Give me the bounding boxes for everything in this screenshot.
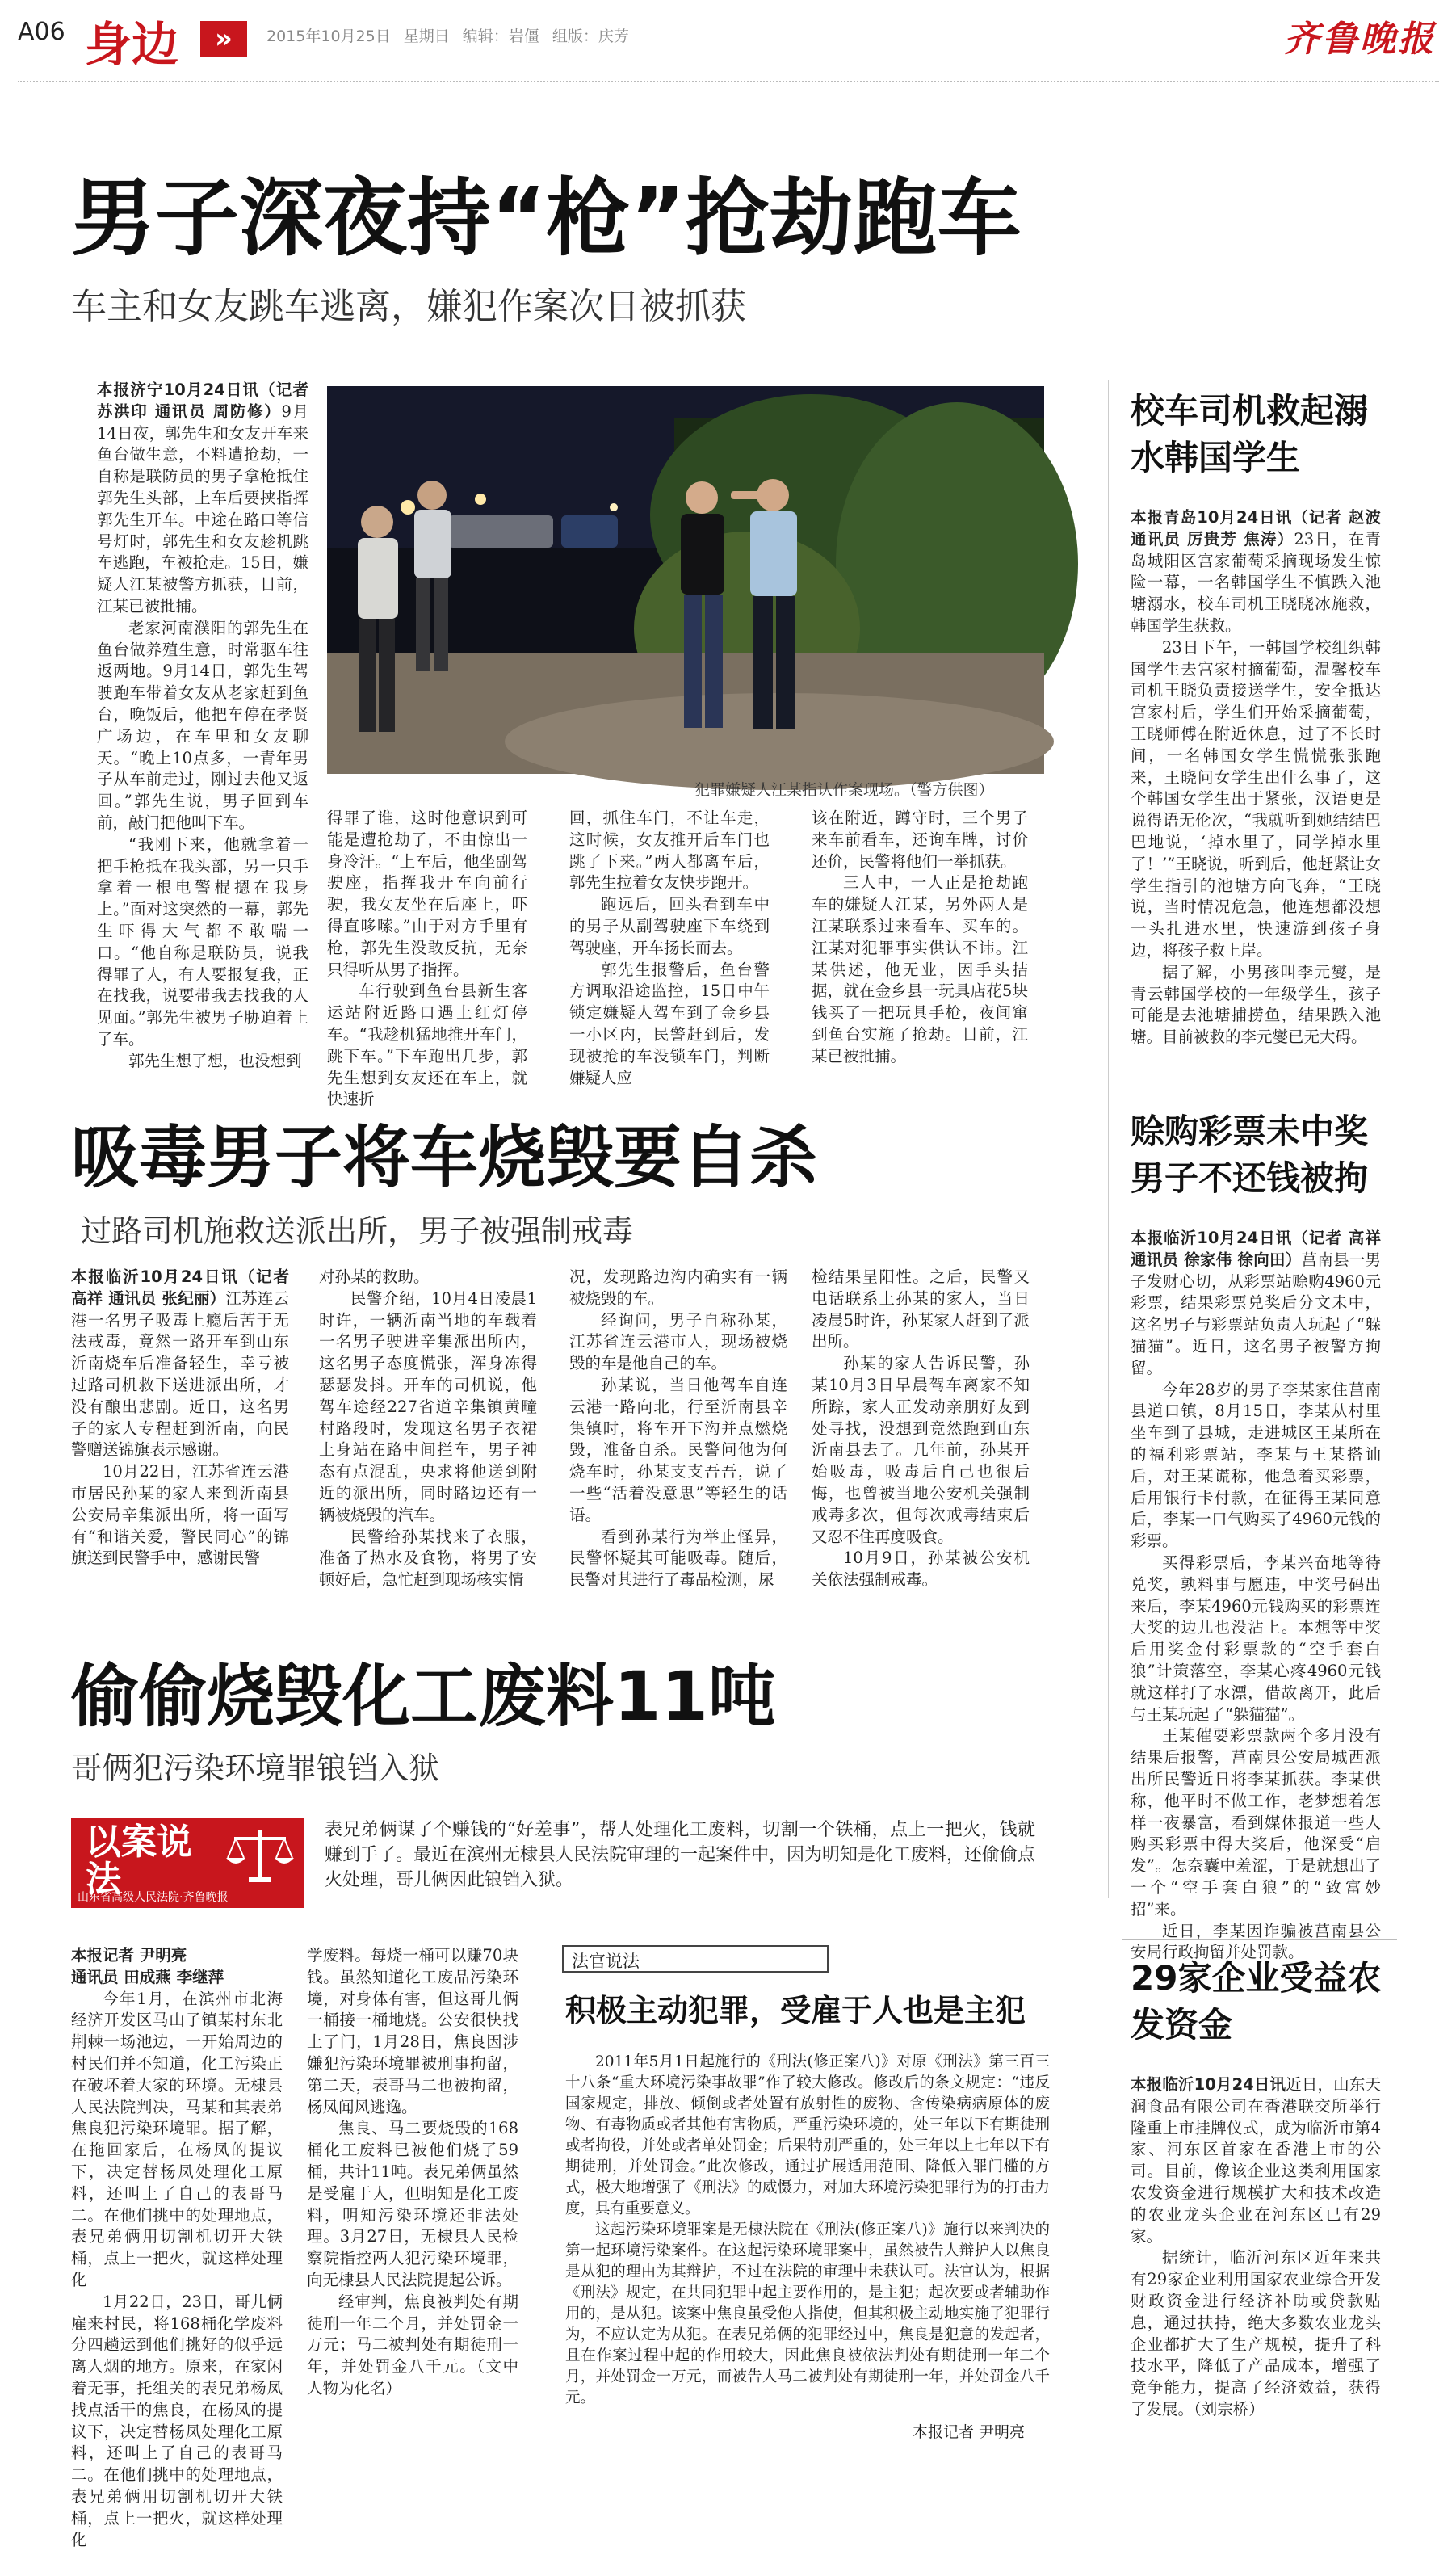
judge-paragraph: 2011年5月1日起施行的《刑法(修正案八)》对原《刑法》第三百三十八条“重大环境污染事故罪”作了较大修改。修改后的条文规定：“违反国家规定，排放、倾倒或者处置有放射性的废物、含传染病病原体的废物、有毒物质或者其他有害物质，严重污染环境的，处三年以下有期徒刑或者拘役，并处或者单处罚金；后果特别严重的，处三年以上七年以下有期徒刑，并处罚金。”此次修改，通过扩展适用范围、降低入罪门槛的方式，极大地增强了《刑法》的威慑力，对加大环境污染犯罪行为的打击力度，具有重要意义。 [565,2053,1050,2217]
judge-byline: 本报记者 尹明亮 [913,2423,1026,2441]
sidebar-divider [1108,380,1109,1898]
header-divider [18,81,1439,82]
article2-paragraph: 10月22日，江苏省连云港市居民孙某的家人来到沂南县公安局辛集派出所，将一面写有“和谐关爱，警民同心”的锦旗送到民警手中，感谢民警 [71,1462,289,1568]
sidebar1-paragraph: 23日，在青岛城阳区宫家葡萄采摘现场发生惊险一幕，一名韩国学生不慎跌入池塘溺水，校车司机王晓晓冰施救，韩国学生获救。 [1131,529,1381,635]
article1-paragraph: “我刚下来，他就拿着一把手枪抵在我头部，另一只手拿着一根电警棍摁在我身上。”面对这突然的一幕，郭先生吓得大气都不敢喘一口。“他自称是联防员，说我得罪了人，有人要报复我，正在找我，说要带我去找我的人见面。”郭先生被男子胁迫着上了车。 [97,834,308,1049]
sidebar2-paragraph: 今年28岁的男子李某家住莒南县道口镇，8月15日，李某从村里坐车到了县城，走进城区王某所在的福利彩票站，李某与王某搭讪后，对王某谎称，他急着买彩票，后用银行卡付款，在征得王某同意后，李某一口气购买了4960元钱的彩票。 [1131,1380,1381,1551]
article1-paragraph: 跑远后，回头看到车中的男子从副驾驶座下车绕到驾驶座，开车扬长而去。 [569,895,770,957]
article1-paragraph: 郭先生想了想，也没想到 [128,1051,302,1070]
judge-commentary-body [565,2052,1050,2415]
article3-paragraph: 经审判，焦良被判处有期徒刑一年二个月，并处罚金一万元；马二被判处有期徒刑一年，并处罚金八千元。（文中人物为化名） [307,2292,518,2398]
article2-paragraph: 民警给孙某找来了衣服，准备了热水及食物，将男子安顿好后，急忙赶到现场核实情 [319,1527,537,1590]
sidebar2-paragraph: 王某催要彩票款两个多月没有结果后报警，莒南县公安局城西派出所民警近日将李某抓获。李某供称，他平时不做工作，老梦想着怎样一夜暴富，看到媒体报道一些人购买彩票中得大奖后，他深受“启发”。怎奈囊中羞涩，于是就想出了一个“空手套白狼”的“致富妙招”来。 [1131,1726,1381,1919]
judge-headline: 积极主动犯罪，受雇于人也是主犯 [565,1993,1026,2028]
sidebar-separator [1122,1939,1397,1940]
article3-column-1 [71,1945,283,2549]
article2-paragraph: 看到孙某行为举止怪异，民警怀疑其可能吸毒。随后，民警对其进行了毒品检测，尿 [569,1527,787,1590]
article3-subhead: 哥俩犯污染环境罪锒铛入狱 [71,1750,440,1786]
article2-dateline: 本报临沂10月24日讯（记者 高祥 通讯员 张纪丽） [71,1267,289,1308]
article3-column-2 [307,1945,518,2438]
sidebar2-title: 赊购彩票未中奖男子不还钱被拘 [1131,1112,1369,1198]
article2-paragraph: 江苏连云港一名男子吸毒上瘾后苦于无法戒毒，竟然一路开车到山东沂南烧车后准备轻生，幸亏被过路司机救下送进派出所，才没有酿出悲剧。近日，这名男子的家人专程赶到沂南，向民警赠送锦旗表示感谢。 [71,1288,289,1460]
article1-column-2 [327,808,527,1109]
article1-paragraph: 老家河南濮阳的郭先生在鱼台做养殖生意，时常驱车往返两地。9月14日，郭先生驾驶跑车带着女友从老家赶到鱼台，晚饭后，他把车停在孝贤广场边，在车里和女友聊天。“晚上10点多，一青年男子从车前走过，刚过去他又返回。”郭先生说，男子回到车前，敲门把他叫下车。 [97,618,308,832]
badge-subtitle: 山东省高级人民法院·齐鲁晚报 [78,1891,229,1904]
page-number: A06 [18,18,65,46]
article1-paragraph: 车行驶到鱼台县新生客运站附近路口遇上红灯停车。“我趁机猛地推开车门，跳下车。”下车跑出几步，郭先生想到女友还在车上，就快速折 [327,981,527,1109]
article3-intro: 表兄弟俩谋了个赚钱的“好差事”，帮人处理化工废料，切割一个铁桶，点上一把火，钱就赚到手了。最近在滨州无棣县人民法院审理的一起案件中，因为明知是化工废料，还偷偷点火处理，哥儿俩因此锒铛入狱。 [325,1820,1036,1890]
article3-paragraph: 学废料。每烧一桶可以赚70块钱。虽然知道化工废品污染环境，对身体有害，但这哥儿俩一桶接一桶地烧。公安很快找上了门，1月28日，焦良因涉嫌犯污染环境罪被刑事拘留，第二天，表哥马二也被拘留，杨凤闻风逃逸。 [307,1946,518,2116]
sidebar3-paragraph: 近日，山东天润食品有限公司在香港联交所举行隆重上市挂牌仪式，成为临沂市第4家、河东区首家在香港上市的公司。目前，像该企业这类利用国家农发资金进行规模扩大和技术改造的农业龙头企业在河东区已有29家。 [1131,2075,1381,2246]
article2-paragraph: 民警介绍，10月4日凌晨1时许，一辆沂南当地的车载着一名男子驶进辛集派出所内，这名男子态度慌张，浑身冻得瑟瑟发抖。开车的司机说，他驾车途经227省道辛集镇黄疃村路段时，发现这名男子衣裙上身站在路中间拦车，男子神态有点混乱，央求将他送到附近的派出所，同时路边还有一辆被烧毁的汽车。 [319,1288,537,1524]
article2-paragraph: 经询问，男子自称孙某，江苏省连云港市人，现场被烧毁的车是他自己的车。 [569,1310,787,1373]
article1-column-4 [812,808,1028,1068]
article2-column-4 [812,1267,1030,1598]
newspaper-masthead: 齐鲁晚报 [1284,19,1436,60]
article2-paragraph: 孙某的家人告诉民警，孙某10月3日早晨驾车离家不知所踪，家人正发动亲朋好友到处寻找，没想到竟然跑到山东沂南县去了。几年前，孙某开始吸毒，吸毒后自己也很后悔，也曾被当地公安机关强制戒毒多次，但每次戒毒结束后又忍不住再度吸食。 [812,1354,1030,1546]
judge-paragraph: 这起污染环境罪案是无棣法院在《刑法(修正案八)》施行以来判决的第一起环境污染案件。在这起污染环境罪案中，虽然被告人辩护人以焦良是从犯的理由为其辩护，不过在法院的审理中未获认可。法官认为，根据《刑法》规定，在共同犯罪中起主要作用的，是主犯；起次要或者辅助作用的，是从犯。该案中焦良虽受他人指使，但其积极主动地实施了犯罪行为，不应认定为从犯。在表兄弟俩的犯罪经过中，焦良是犯意的发起者，且在作案过程中起的作用较大，因此焦良被依法判处有期徒刑一年二个月，并处罚金一万元，而被告人马二被判处有期徒刑一年，并处罚金八千元。 [565,2221,1050,2406]
article1-paragraph: 该在附近，蹲守时，三个男子来车前看车，还询车牌，讨价还价，民警将他们一举抓获。 [812,809,1028,871]
section-arrow-icon: » [200,21,247,57]
article3-byline: 通讯员 田成燕 李继萍 [71,1967,224,1986]
article1-paragraph: 回，抓住车门，不让车走，这时候，女友推开后车门也跳了下来。”两人都离车后，郭先生拉着女友快步跑开。 [569,809,770,893]
article2-paragraph: 孙某说，当日他驾车自连云港一路向北，行至沂南县辛集镇时，将车开下沟并点燃烧毁，准备自杀。民警问他为何烧车时，孙某支支吾吾，说了一些“活着没意思”等轻生的话语。 [569,1375,787,1524]
sidebar1-dateline: 本报青岛10月24日讯（记者 赵波 通讯员 厉贵芳 焦涛） [1131,508,1381,548]
sidebar3-body [1131,2074,1381,2438]
article3-paragraph: 1月22日，23日，哥儿俩雇来村民，将168桶化学废料分四趟运到他们挑好的似乎远离人烟的地方。原来，在家闲着无事，托组关的表兄弟杨凤找点活干的焦良，在杨凤的提议下，决定替杨凤处理化工原料，还叫上了自己的表哥马二。在他们挑中的处理地点，表兄弟俩用切割机切开大铁桶，点上一把火，就这样处理化 [71,2292,283,2549]
article1-paragraph: 得罪了谁，这时他意识到可能是遭抢劫了，不由惊出一身冷汗。“上车后，他坐副驾驶座，指挥我开车向前行驶，我女友坐在后座上，吓得直哆嗦。”由于对方手里有枪，郭先生没敢反抗，无奈只得听从男子指挥。 [327,809,527,979]
article2-headline: 吸毒男子将车烧毁要自杀 [71,1118,818,1197]
judge-commentary-tag [562,1945,829,1973]
article1-photo [327,386,1044,774]
article2-subhead: 过路司机施救送派出所，男子被强制戒毒 [81,1213,634,1249]
article2-paragraph: 检结果呈阳性。之后，民警又电话联系上孙某的家人，当日凌晨5时许，孙某家人赶到了派出所。 [812,1267,1030,1351]
photo-caption: 犯罪嫌疑人江某指认作案现场。（警方供图） [694,781,994,799]
sidebar2-paragraph: 买得彩票后，李某兴奋地等待兑奖，孰料事与愿违，中奖号码出来后，李某4960元钱购买的彩票连大奖的边儿也没沾上。本想等中奖后用奖金付彩票款的“空手套白狼”计策落空，李某心疼4960元钱就这样打了水漂，借故离开，此后与王某玩起了“躲猫猫”。 [1131,1553,1381,1724]
article3-headline: 偷偷烧毁化工废料11吨 [71,1657,776,1736]
article3-byline: 本报记者 尹明亮 [71,1946,187,1965]
article3-paragraph: 焦良、马二要烧毁的168桶化工废料已被他们烧了59桶，共计11吨。表兄弟俩虽然是受雇于人，但明知是化工废料，明知污染环境还非法处理。3月27日，无棣县人民检察院指控两人犯污染环境罪，向无棣县人民法院提起公诉。 [307,2119,518,2289]
article1-column-3 [569,808,770,1087]
article1-headline: 男子深夜持“枪”抢劫跑车 [71,169,1022,267]
sidebar1-paragraph: 据了解，小男孩叫李元燮，是青云韩国学校的一年级学生，孩子可能是去池塘捕捞鱼，结果跌入池塘。目前被救的李元燮已无大碍。 [1131,962,1381,1047]
article1-paragraph: 郭先生报警后，鱼台警方调取沿途监控，15日中午锁定嫌疑人驾车到了金乡县一小区内，民警赶到后，发现被抢的车没锁车门，判断嫌疑人应 [569,960,770,1087]
issue-meta: 2015年10月25日 星期日 编辑：岩僵 组版：庆芳 [266,27,629,45]
article1-subhead: 车主和女友跳车逃离，嫌犯作案次日被抓获 [71,286,746,327]
sidebar1-paragraph: 23日下午，一韩国学校组织韩国学生去宫家村摘葡萄，温馨校车司机王晓负责接送学生，安全抵达宫家村后，学生们开始采摘葡萄，王晓师傅在附近休息，过了不长时间，一名韩国女学生慌慌张张跑来，王晓问女学生出什么事了，这个韩国女学生出于紧张，汉语更是说得语无伦次，“我就听到她结结巴巴地说，‘掉水里了，同学掉水里了！’”王晓说，听到后，他赶紧让女学生指引的池塘方向飞奔，“王晓说，当时情况危急，他连想都没想一头扎进水里，快速游到孩子身边，将孩子救上岸。 [1131,637,1381,960]
page-header [0,0,1456,89]
sidebar2-body [1131,1228,1381,1962]
section-title: 身边 [85,17,179,72]
badge-title: 以案说法 [86,1822,192,1900]
sidebar2-paragraph: 近日，李某因诈骗被莒南县公安局行政拘留并处罚款。 [1131,1921,1381,1962]
article2-column-3 [569,1267,787,1598]
crime-scene-photo-image [327,386,1044,774]
judge-commentary-label: 法官说法 [572,1952,640,1971]
article1-column-1 [97,380,308,1068]
sidebar3-title: 29家企业受益农发资金 [1131,1958,1382,2045]
article2-column-1 [71,1267,289,1598]
sidebar3-paragraph: 据统计，临沂河东区近年来共有29家企业利用国家农业综合开发财政资金进行经济补助或贷款贴息，通过扶持，绝大多数农业龙头企业都扩大了生产规模，提升了科技水平，降低了产品成本，增强了竞争能力，提高了经济效益，获得了发展。（刘宗桥） [1131,2248,1381,2419]
article1-paragraph: 三人中，一人正是抢劫跑车的嫌疑人江某，另外两人是江某联系过来看车、买车的。江某对犯罪事实供认不讳。江某供述，他无业，因手头拮据，就在金乡县一玩具店花5块钱买了一把玩具手枪，夜间窜到鱼台实施了抢劫。目前，江某已被批捕。 [812,873,1028,1065]
article1-paragraph: 9月14日夜，郭先生和女友开车来鱼台做生意，不料遭抢劫，一自称是联防员的男子拿枪抵住郭先生头部，上车后要挟指挥郭先生开车。中途在路口等信号灯时，郭先生和女友趁机跳车逃跑，车被抢走。15日，嫌疑人江某被警方抓获，目前，江某已被批捕。 [97,401,308,616]
article2-paragraph: 对孙某的救助。 [319,1267,430,1286]
sidebar1-title: 校车司机救起溺水韩国学生 [1131,391,1369,477]
sidebar2-dateline: 本报临沂10月24日讯（记者 高祥 通讯员 徐家伟 徐向田） [1131,1229,1381,1269]
article2-paragraph: 10月9日，孙某被公安机关依法强制戒毒。 [812,1549,1030,1590]
case-law-badge [71,1818,304,1908]
justice-scale-icon [224,1826,296,1885]
sidebar3-dateline: 本报临沂10月24日讯 [1131,2075,1286,2094]
article2-paragraph: 况，发现路边沟内确实有一辆被烧毁的车。 [569,1267,787,1308]
article1-dateline: 本报济宁10月24日讯（记者 苏洪印 通讯员 周防修） [97,380,308,421]
sidebar1-body [1131,507,1381,1078]
sidebar2-paragraph: 莒南县一男子发财心切，从彩票站赊购4960元彩票，结果彩票兑奖后分文未中，这名男子与彩票站负责人玩起了“躲猫猫”。近日，这名男子被警方拘留。 [1131,1250,1381,1377]
article2-column-2 [319,1267,537,1598]
article3-paragraph: 今年1月，在滨州市北海经济开发区马山子镇某村东北荆棘一场池边，一开始周边的村民们并不知道，化工污染正在破坏着大家的环境。无棣县人民法院判决，马某和其表弟焦良犯污染环境罪。据了解，在拖回家后，在杨凤的提议下，决定替杨凤处理化工原料，还叫上了自己的表哥马二。在他们挑中的处理地点，表兄弟俩用切割机切开大铁桶，点上一把火，就这样处理化 [71,1989,283,2289]
